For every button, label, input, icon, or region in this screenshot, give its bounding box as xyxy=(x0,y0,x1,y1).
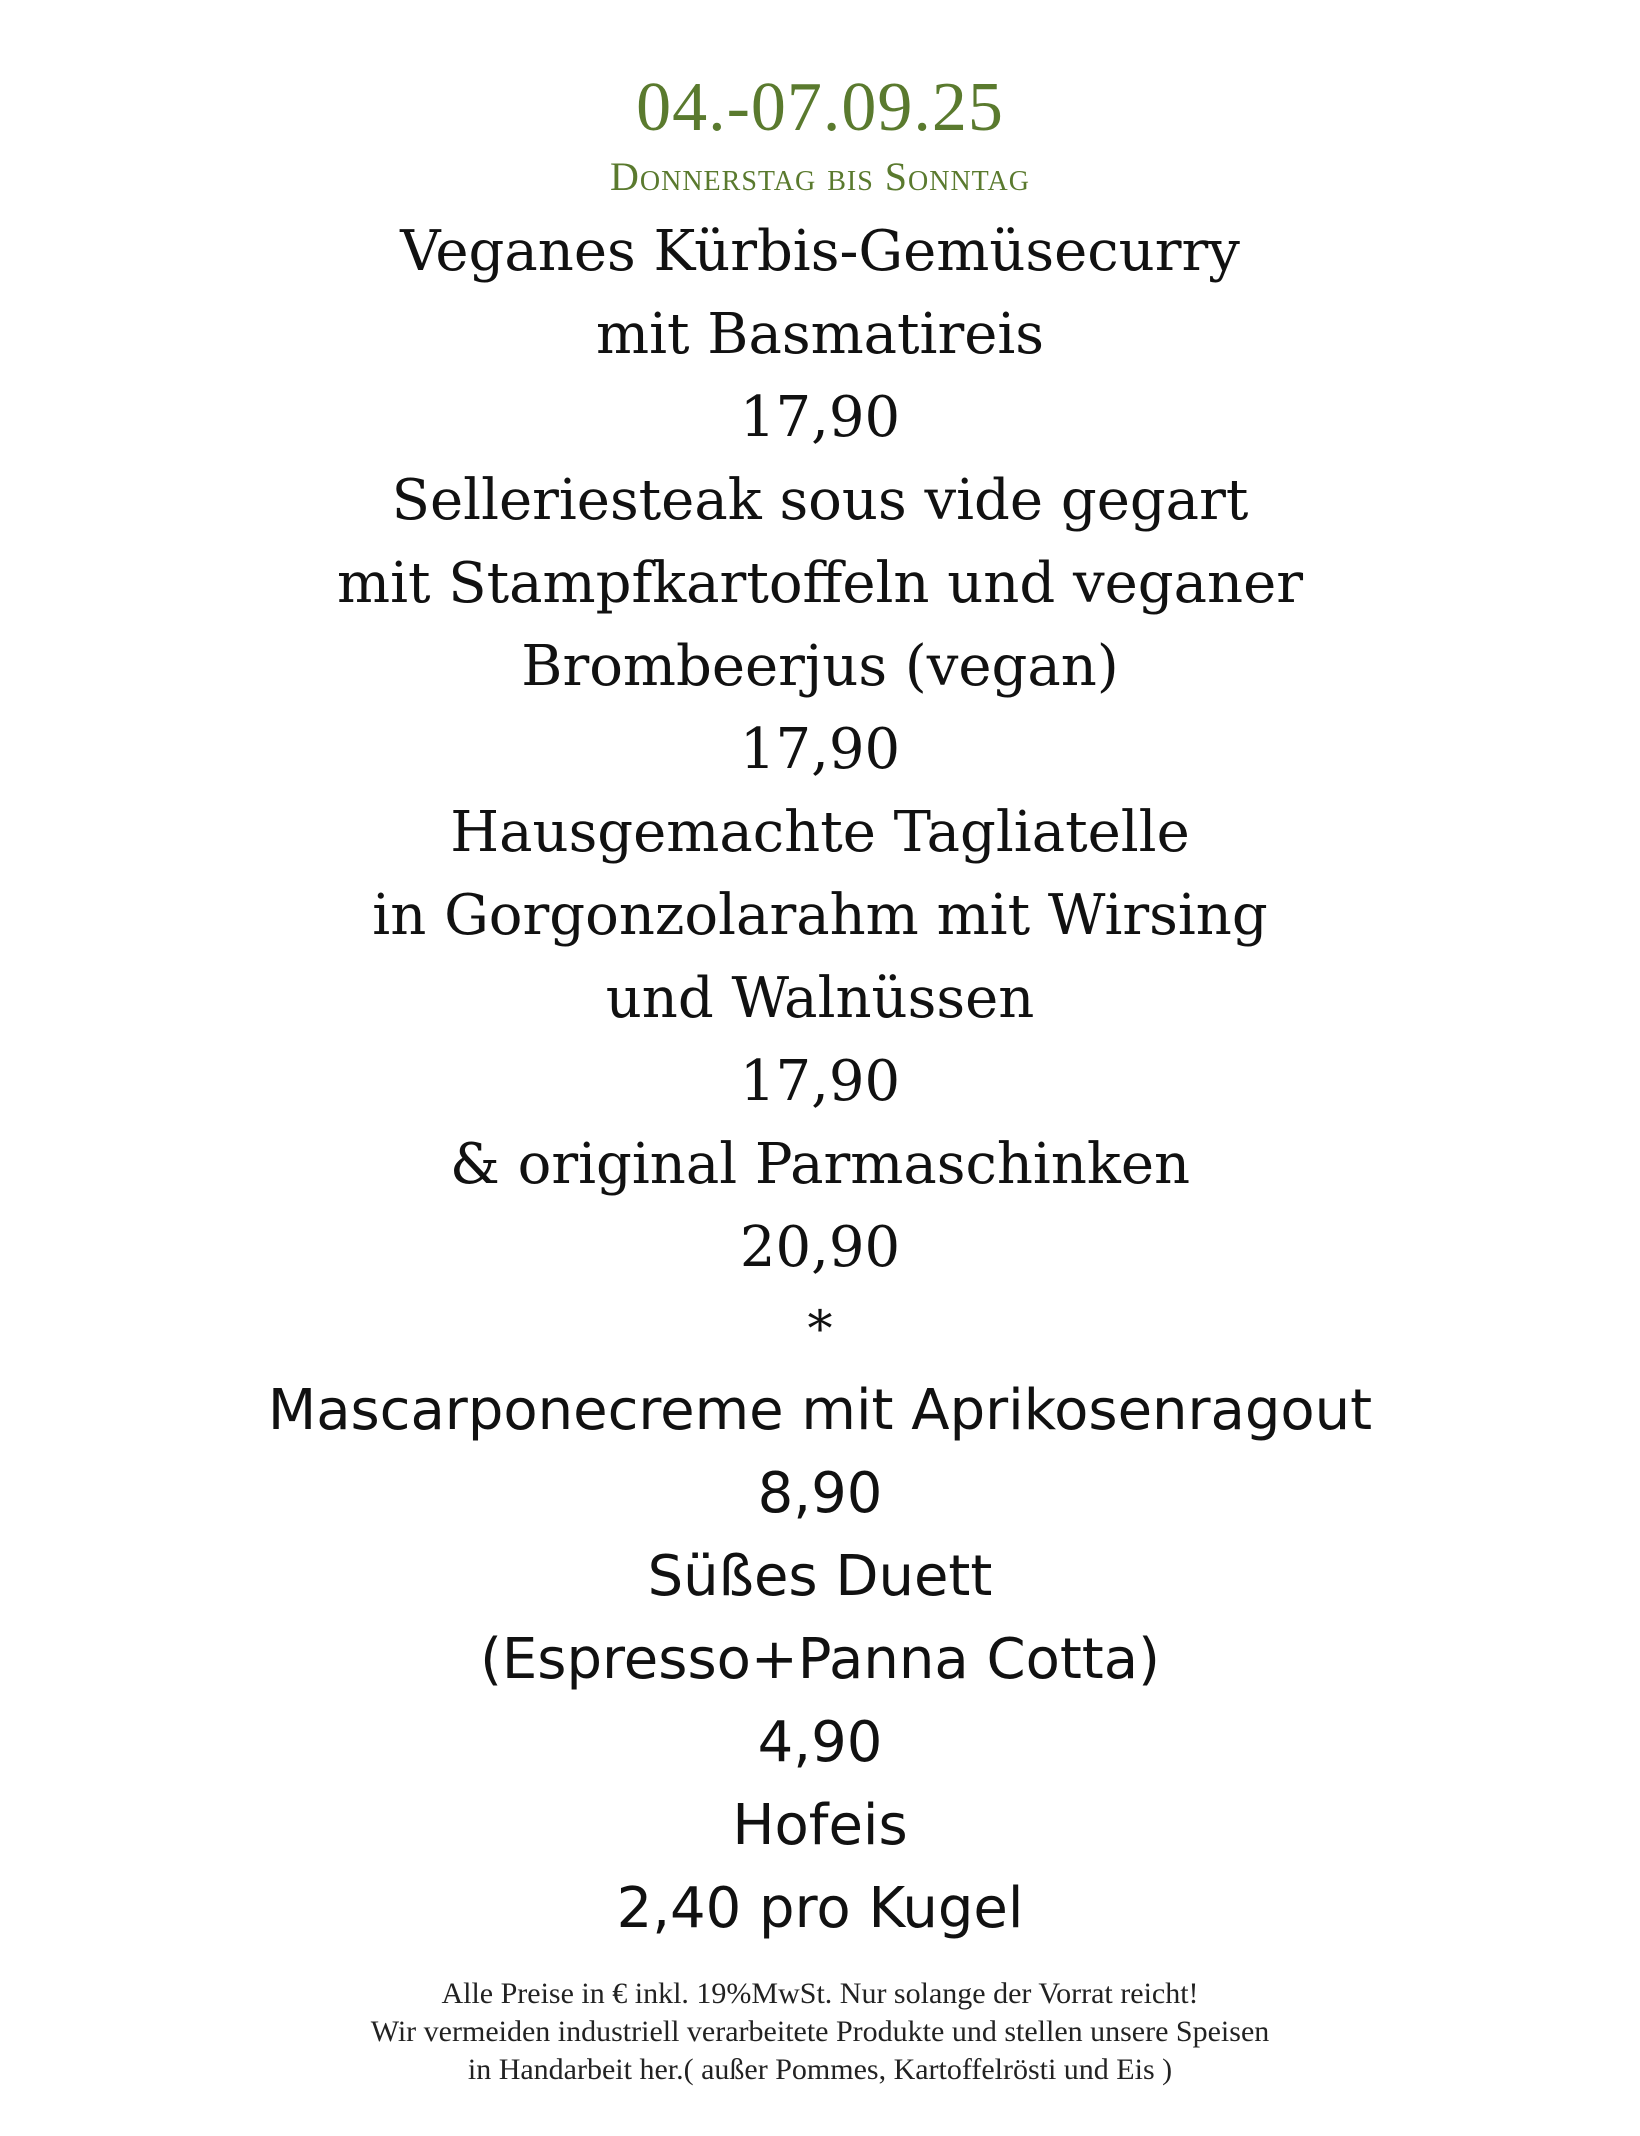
dessert-3-price: 2,40 pro Kugel xyxy=(616,1876,1024,1941)
footer-line-2: Wir vermeiden industriell verarbeitete Produkte und stellen unsere Speisen xyxy=(370,2015,1270,2048)
dessert-2-name-line-2: (Espresso+Panna Cotta) xyxy=(480,1627,1160,1692)
days-subheading: Donnerstag bis Sonntag xyxy=(610,154,1030,199)
dish-4-price: 20,90 xyxy=(739,1215,901,1280)
section-separator: * xyxy=(807,1300,833,1358)
dish-2-name-line-2: mit Stampfkartoffeln und veganer xyxy=(336,551,1304,616)
dish-3-name-line-3: und Walnüssen xyxy=(605,966,1035,1031)
dessert-1-name-line-1: Mascarponecreme mit Aprikosenragout xyxy=(267,1378,1373,1443)
dish-4-name-line-1: & original Parmaschinken xyxy=(449,1132,1191,1197)
footer-line-1: Alle Preise in € inkl. 19%MwSt. Nur solange der Vorrat reicht! xyxy=(441,1977,1199,2010)
dessert-2-price: 4,90 xyxy=(757,1710,883,1775)
dish-3-name-line-2: in Gorgonzolarahm mit Wirsing xyxy=(372,883,1268,948)
dessert-1-price: 8,90 xyxy=(757,1461,883,1526)
dessert-2-name-line-1: Süßes Duett xyxy=(647,1544,993,1609)
footer-notes xyxy=(0,1975,1640,2089)
dish-1-name-line-1: Veganes Kürbis-Gemüsecurry xyxy=(400,219,1240,284)
dish-2-price: 17,90 xyxy=(739,717,901,782)
dish-1-name-line-2: mit Basmatireis xyxy=(595,302,1045,367)
dish-3-price: 17,90 xyxy=(739,1049,901,1114)
footer-line-3: in Handarbeit her.( außer Pommes, Kartoffelrösti und Eis ) xyxy=(467,2053,1173,2086)
dish-3-name-line-1: Hausgemachte Tagliatelle xyxy=(450,800,1190,865)
date-range-heading: 04.-07.09.25 xyxy=(636,69,1004,146)
menu-list xyxy=(0,210,1640,1950)
dish-1-price: 17,90 xyxy=(739,385,901,450)
dessert-3-name-line-1: Hofeis xyxy=(732,1793,908,1858)
dish-2-name-line-3: Brombeerjus (vegan) xyxy=(521,634,1119,699)
dish-2-name-line-1: Selleriesteak sous vide gegart xyxy=(391,468,1249,533)
